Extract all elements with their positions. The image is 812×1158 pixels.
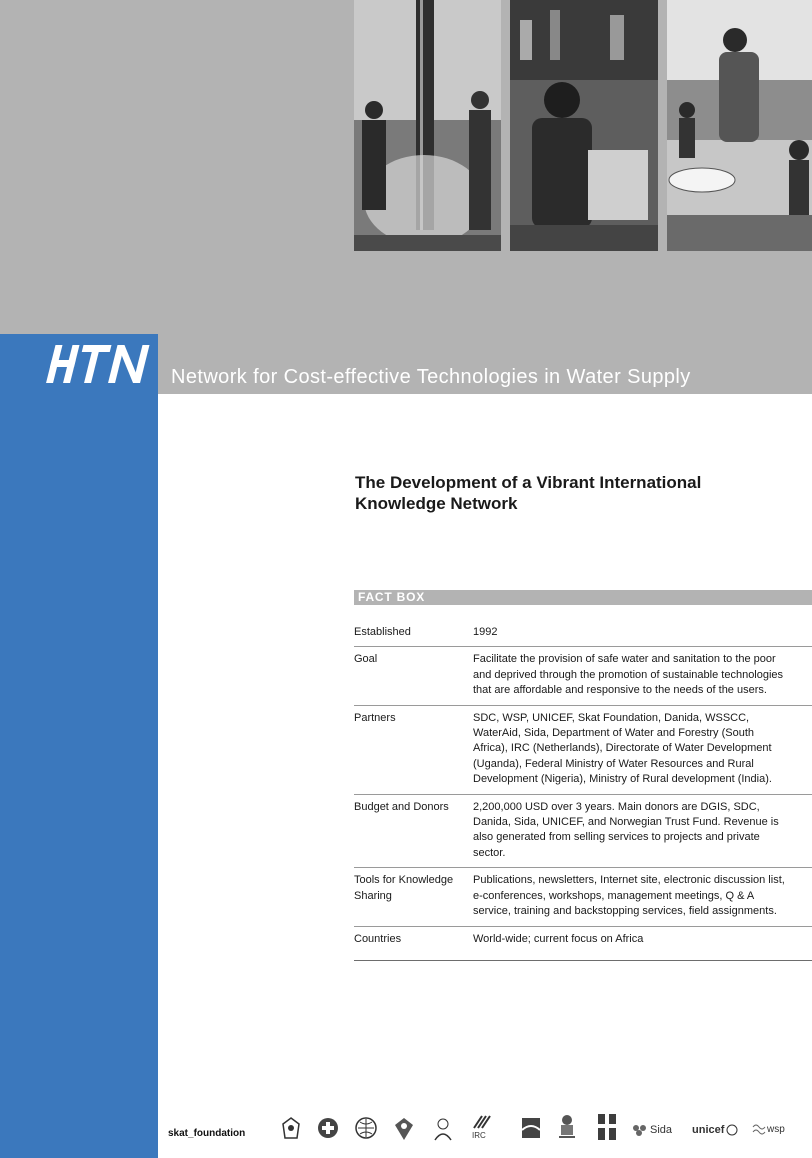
wsp-wave-icon	[752, 1122, 766, 1136]
nigeria-crest-icon	[432, 1116, 454, 1142]
fact-value: SDC, WSP, UNICEF, Skat Foundation, Danida, WSSCC, WaterAid, Sida, Department of Water and Forestry (South Africa), IRC (Netherlands), Directorate of Water Development (Uganda), Federal Ministry of Water Resources and Rural Development (Nigeria), Ministry of Rural development (India).	[473, 711, 772, 786]
fact-label: Budget and Donors	[354, 800, 449, 813]
skat-foundation-logo: skat_foundation	[168, 1128, 246, 1139]
document-title	[355, 472, 775, 514]
wsp-label: wsp	[767, 1123, 785, 1135]
sida-dots-icon	[632, 1124, 648, 1136]
document-title-line-1: The Development of a Vibrant International	[355, 473, 702, 492]
network-title: Network for Cost-effective Technologies in Water Supply	[171, 366, 691, 388]
side-accent-bar	[0, 334, 158, 1158]
fact-row-partners	[354, 706, 812, 795]
fact-label: Established	[354, 626, 411, 638]
fact-row-tools	[354, 868, 812, 926]
unicef-logo	[692, 1124, 738, 1136]
fact-value: World-wide; current focus on Africa	[473, 932, 644, 945]
irc-label: IRC	[472, 1131, 486, 1140]
drilling-rig-photo	[354, 0, 501, 251]
fact-table	[354, 620, 812, 961]
wsp-logo	[752, 1122, 785, 1136]
fact-label: Countries	[354, 932, 402, 945]
unicef-label: unicef	[692, 1124, 725, 1136]
irc-logo	[472, 1114, 506, 1140]
market-vendor-photo	[510, 0, 658, 251]
fact-box-header: FACT BOX	[354, 590, 812, 605]
fact-row-countries	[354, 927, 812, 961]
globe-seal-icon	[354, 1116, 378, 1140]
document-title-line-2: Knowledge Network	[355, 494, 518, 513]
fact-label: Goal	[354, 653, 378, 666]
fact-row-established	[354, 620, 812, 647]
fact-label: Partners	[354, 711, 396, 724]
handpump-family-photo	[667, 0, 812, 251]
fact-value: Publications, newsletters, Internet site, electronic discussion list, e-conferences, workshops, management meetings, Q & A service, training and backstopping services, field assignments.	[473, 874, 785, 918]
fact-value: Facilitate the provision of safe water and sanitation to the poor and deprived through the promotion of sustainable technologies that are affordable and responsive to the needs of the users.	[473, 653, 784, 697]
fact-row-budget	[354, 795, 812, 869]
sida-logo	[632, 1124, 672, 1136]
fact-value: 1992	[473, 626, 498, 638]
swiss-cross-icon	[316, 1116, 340, 1140]
irc-stripes-icon	[472, 1114, 492, 1130]
partner-logos	[168, 1100, 812, 1146]
sida-label: Sida	[650, 1124, 673, 1136]
water-ministry-icon	[520, 1116, 542, 1140]
fact-box	[354, 590, 812, 961]
fact-label: Tools for Knowledge Sharing	[354, 874, 454, 902]
uganda-crest-icon	[280, 1116, 302, 1142]
fact-value: 2,200,000 USD over 3 years. Main donors are DGIS, SDC, Danida, Sida, UNICEF, and Norwegian Trust Fund. Revenue is also generated from selling services to projects and private sector.	[473, 800, 779, 859]
danida-crest-icon	[596, 1112, 618, 1142]
fact-row-goal	[354, 647, 812, 705]
south-africa-crest-icon	[393, 1116, 415, 1142]
india-emblem-icon	[556, 1112, 578, 1142]
htn-logo	[44, 343, 152, 385]
unicef-globe-icon	[726, 1124, 738, 1136]
